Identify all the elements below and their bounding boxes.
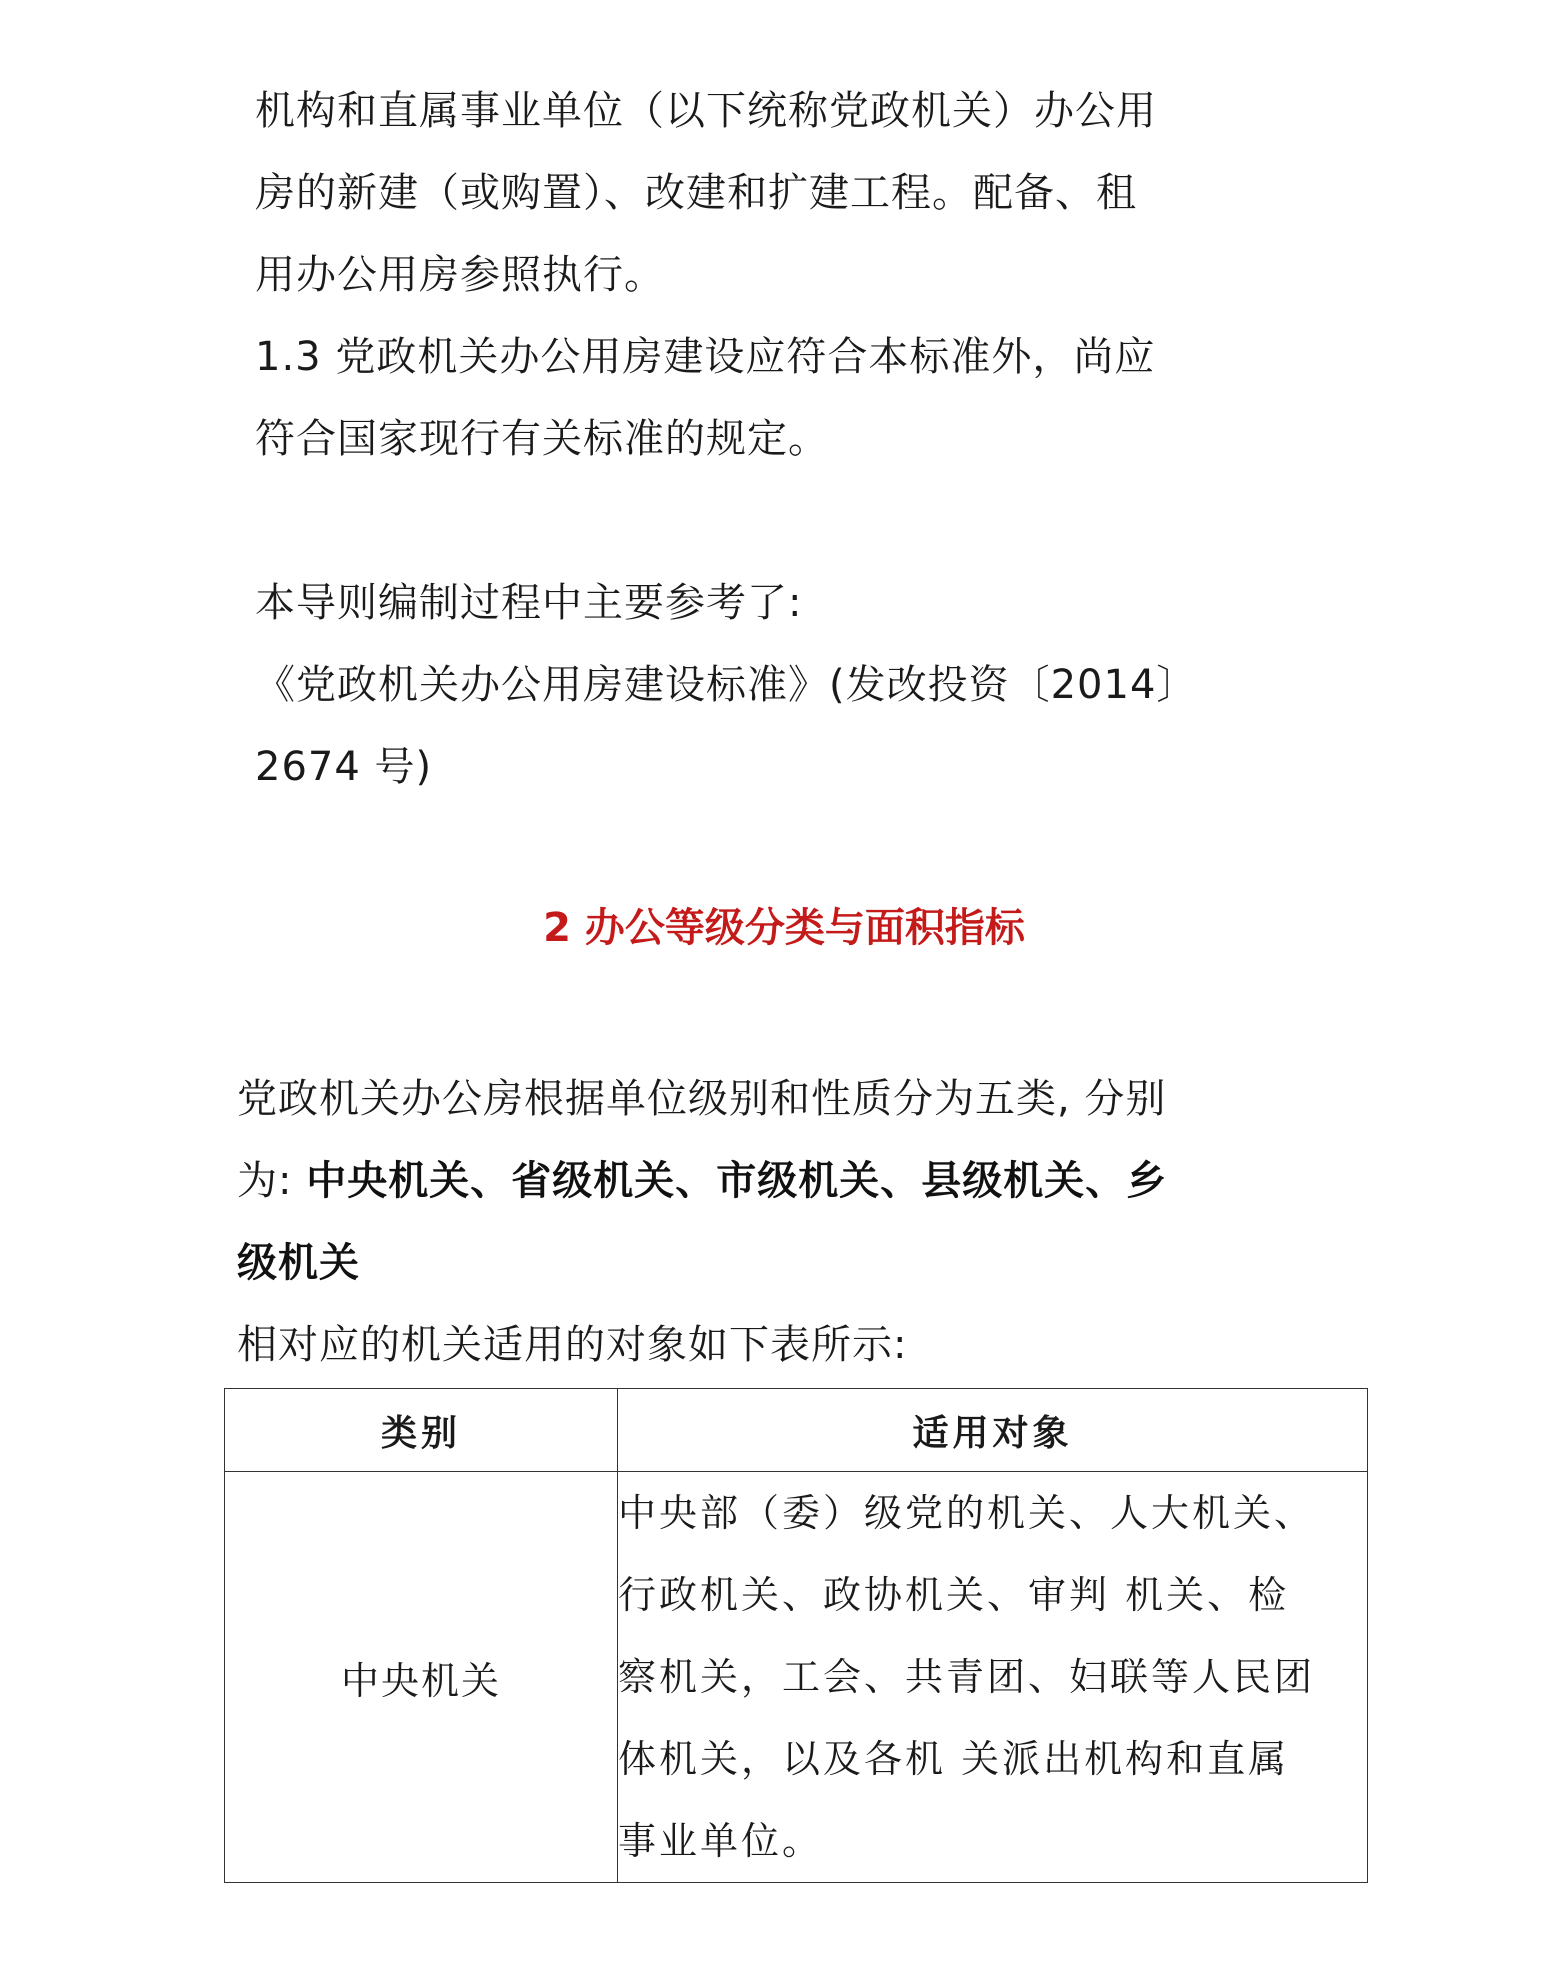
objects-cell xyxy=(618,1472,1368,1883)
category-table xyxy=(224,1388,1368,1883)
section2-intro xyxy=(237,1058,1167,1386)
header-objects: 适用对象 xyxy=(618,1389,1368,1472)
table-header-row xyxy=(225,1389,1368,1472)
text-line: 2674 号) xyxy=(255,744,433,790)
section-heading: 2 办公等级分类与面积指标 xyxy=(543,905,1025,951)
text-line: 1.3 党政机关办公用房建设应符合本标准外，尚应 xyxy=(255,334,1156,380)
text-line: 本导则编制过程中主要参考了: xyxy=(255,580,803,626)
text-line: 察机关，工会、共青团、妇联等人民团 xyxy=(618,1655,1316,1699)
category-list-bold: 中央机关、省级机关、市级机关、县级机关、乡 xyxy=(306,1158,1168,1204)
table-row xyxy=(225,1472,1368,1883)
category-cell: 中央机关 xyxy=(225,1472,618,1883)
text-line xyxy=(237,1222,1167,1304)
reference-paragraph xyxy=(255,562,1197,808)
text-line: 《党政机关办公用房建设标准》(发改投资〔2014〕 xyxy=(255,662,1198,708)
text-line: 行政机关、政协机关、审判 机关、检 xyxy=(618,1573,1290,1617)
text-line: 中央部（委）级党的机关、人大机关、 xyxy=(618,1491,1316,1535)
text-line: 体机关，以及各机 关派出机构和直属 xyxy=(618,1737,1290,1781)
table-intro: 相对应的机关适用的对象如下表所示: xyxy=(237,1322,908,1368)
text-line: 房的新建（或购置）、改建和扩建工程。配备、租 xyxy=(255,170,1137,216)
text-line xyxy=(237,1140,1167,1222)
text-line: 事业单位。 xyxy=(618,1819,824,1863)
intro-prefix: 为: xyxy=(237,1158,307,1204)
category-list-bold: 级机关 xyxy=(237,1240,360,1286)
text-line: 机构和直属事业单位（以下统称党政机关）办公用 xyxy=(255,88,1157,134)
text-line: 符合国家现行有关标准的规定。 xyxy=(255,416,829,462)
header-category: 类别 xyxy=(225,1389,618,1472)
text-line: 党政机关办公房根据单位级别和性质分为五类, 分别 xyxy=(237,1076,1167,1122)
section1-paragraph xyxy=(255,70,1157,480)
text-line: 用办公用房参照执行。 xyxy=(255,252,665,298)
